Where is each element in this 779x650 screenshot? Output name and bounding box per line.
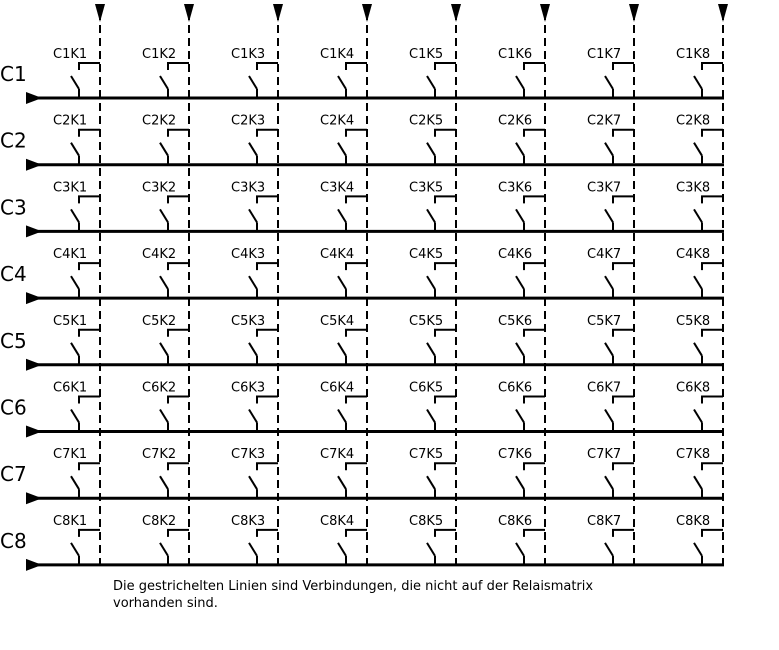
relay-label: C8K7 xyxy=(587,513,622,529)
switch-blade xyxy=(338,143,346,156)
switch-blade xyxy=(249,476,257,489)
relay-label: C1K7 xyxy=(587,47,622,62)
column-arrow-icon xyxy=(184,4,194,22)
row-label: C1 xyxy=(0,62,27,86)
contact-bracket xyxy=(257,63,278,70)
switch-blade xyxy=(427,209,435,222)
contact-bracket xyxy=(435,130,456,137)
switch-blade xyxy=(249,543,257,556)
relay-label: C8K1 xyxy=(53,513,88,529)
switch-blade xyxy=(427,343,435,356)
relay-label: C5K1 xyxy=(53,313,88,329)
contact-bracket xyxy=(79,196,100,203)
relay-label: C8K8 xyxy=(676,513,711,529)
relay-label: C8K6 xyxy=(498,513,533,529)
relay-label: C5K3 xyxy=(231,313,266,329)
contact-bracket xyxy=(702,263,723,270)
relay-label: C4K5 xyxy=(409,247,444,263)
contact-bracket xyxy=(613,63,634,70)
relay-label: C2K8 xyxy=(676,113,711,129)
contact-bracket xyxy=(524,196,545,203)
switch-blade xyxy=(516,143,524,156)
switch-blade xyxy=(694,76,702,89)
relay-label: C2K1 xyxy=(53,113,88,129)
contact-bracket xyxy=(346,330,367,337)
switch-blade xyxy=(71,543,79,556)
relay-label: C4K4 xyxy=(320,247,355,263)
relay-label: C5K5 xyxy=(409,313,444,329)
relay-label: C1K6 xyxy=(498,47,533,62)
contact-bracket xyxy=(613,530,634,537)
contact-bracket xyxy=(168,330,189,337)
relay-label: C6K2 xyxy=(142,380,177,396)
switch-blade xyxy=(427,76,435,89)
relay-label: C8K3 xyxy=(231,513,266,529)
contact-bracket xyxy=(702,330,723,337)
switch-blade xyxy=(694,209,702,222)
switch-blade xyxy=(160,543,168,556)
switch-blade xyxy=(71,76,79,89)
contact-bracket xyxy=(524,63,545,70)
switch-blade xyxy=(249,343,257,356)
switch-blade xyxy=(71,209,79,222)
contact-bracket xyxy=(257,330,278,337)
relay-label: C8K2 xyxy=(142,513,177,529)
switch-blade xyxy=(249,410,257,423)
switch-blade xyxy=(516,209,524,222)
column-arrow-icon xyxy=(95,4,105,22)
switch-blade xyxy=(605,143,613,156)
relay-label: C2K6 xyxy=(498,113,533,129)
contact-bracket xyxy=(168,397,189,404)
relay-label: C3K6 xyxy=(498,180,533,196)
contact-bracket xyxy=(346,263,367,270)
switch-blade xyxy=(694,543,702,556)
row-arrow-icon xyxy=(26,359,42,371)
contact-bracket xyxy=(702,530,723,537)
contact-bracket xyxy=(435,530,456,537)
switch-blade xyxy=(160,143,168,156)
relay-label: C8K4 xyxy=(320,513,355,529)
switch-blade xyxy=(605,476,613,489)
contact-bracket xyxy=(346,463,367,470)
row-label: C4 xyxy=(0,262,27,287)
row-label: C5 xyxy=(0,328,27,353)
relay-label: C1K4 xyxy=(320,47,355,62)
contact-bracket xyxy=(79,330,100,337)
row-label: C2 xyxy=(0,128,27,153)
footnote xyxy=(113,578,673,612)
contact-bracket xyxy=(257,397,278,404)
relay-label: C3K5 xyxy=(409,180,444,196)
contact-bracket xyxy=(435,330,456,337)
contact-bracket xyxy=(346,530,367,537)
relay-label: C3K2 xyxy=(142,180,177,196)
contact-bracket xyxy=(79,530,100,537)
switch-blade xyxy=(427,543,435,556)
switch-blade xyxy=(605,76,613,89)
footnote-line-2: vorhanden sind. xyxy=(113,596,218,611)
switch-blade xyxy=(516,410,524,423)
switch-blade xyxy=(338,476,346,489)
footnote-line-1: Die gestrichelten Linien sind Verbindungen, die nicht auf der Relaismatrix xyxy=(113,579,594,594)
contact-bracket xyxy=(613,130,634,137)
relay-label: C6K5 xyxy=(409,380,444,396)
switch-blade xyxy=(694,276,702,289)
switch-blade xyxy=(160,343,168,356)
contact-bracket xyxy=(524,463,545,470)
switch-blade xyxy=(249,143,257,156)
switch-blade xyxy=(338,209,346,222)
column-arrow-icon xyxy=(273,4,283,22)
switch-blade xyxy=(605,343,613,356)
contact-bracket xyxy=(613,397,634,404)
switch-blade xyxy=(249,76,257,89)
contact-bracket xyxy=(346,63,367,70)
relay-label: C6K3 xyxy=(231,380,266,396)
contact-bracket xyxy=(524,530,545,537)
relay-label: C3K8 xyxy=(676,180,711,196)
contact-bracket xyxy=(435,263,456,270)
relay-label: C7K6 xyxy=(498,447,533,463)
switch-blade xyxy=(516,76,524,89)
relay-label: C2K7 xyxy=(587,113,622,129)
relay-label: C2K5 xyxy=(409,113,444,129)
switch-blade xyxy=(427,476,435,489)
switch-blade xyxy=(338,276,346,289)
contact-bracket xyxy=(524,263,545,270)
switch-blade xyxy=(160,209,168,222)
contact-bracket xyxy=(702,63,723,70)
relay-label: C5K6 xyxy=(498,313,533,329)
relay-label: C6K1 xyxy=(53,380,88,396)
switch-blade xyxy=(249,209,257,222)
column-arrow-icon xyxy=(451,4,461,22)
switch-blade xyxy=(605,209,613,222)
contact-bracket xyxy=(168,63,189,70)
switch-blade xyxy=(160,276,168,289)
switch-blade xyxy=(160,476,168,489)
switch-blade xyxy=(694,343,702,356)
contact-bracket xyxy=(168,463,189,470)
switch-blade xyxy=(516,476,524,489)
switch-blade xyxy=(516,543,524,556)
contact-bracket xyxy=(79,463,100,470)
contact-bracket xyxy=(524,397,545,404)
relay-label: C7K8 xyxy=(676,447,711,463)
switch-blade xyxy=(249,276,257,289)
contact-bracket xyxy=(435,463,456,470)
switch-blade xyxy=(694,476,702,489)
contact-bracket xyxy=(346,196,367,203)
switch-blade xyxy=(160,76,168,89)
relay-label: C7K3 xyxy=(231,447,266,463)
contact-bracket xyxy=(79,397,100,404)
relay-label: C2K4 xyxy=(320,113,355,129)
contact-bracket xyxy=(613,263,634,270)
column-arrow-icon xyxy=(362,4,372,22)
contact-bracket xyxy=(257,263,278,270)
switch-blade xyxy=(71,476,79,489)
relay-label: C4K6 xyxy=(498,247,533,263)
relay-label: C3K7 xyxy=(587,180,622,196)
switch-blade xyxy=(338,343,346,356)
relay-label: C3K1 xyxy=(53,180,88,196)
relay-label: C1K3 xyxy=(231,47,266,62)
row-label: C8 xyxy=(0,528,27,553)
switch-blade xyxy=(605,276,613,289)
contact-bracket xyxy=(346,397,367,404)
switch-blade xyxy=(605,410,613,423)
contact-bracket xyxy=(435,397,456,404)
contact-bracket xyxy=(257,196,278,203)
contact-bracket xyxy=(257,463,278,470)
contact-bracket xyxy=(524,130,545,137)
contact-bracket xyxy=(613,330,634,337)
relay-label: C7K7 xyxy=(587,447,622,463)
switch-blade xyxy=(605,543,613,556)
contact-bracket xyxy=(79,63,100,70)
contact-bracket xyxy=(257,530,278,537)
contact-bracket xyxy=(79,263,100,270)
relay-label: C6K4 xyxy=(320,380,355,396)
relay-label: C4K2 xyxy=(142,247,177,263)
row-arrow-icon xyxy=(26,426,42,438)
relay-label: C4K7 xyxy=(587,247,622,263)
row-label: C6 xyxy=(0,395,27,420)
relay-label: C7K1 xyxy=(53,447,88,463)
row-arrow-icon xyxy=(26,92,42,104)
relay-label: C2K3 xyxy=(231,113,266,129)
relay-label: C7K4 xyxy=(320,447,355,463)
switch-blade xyxy=(71,143,79,156)
contact-bracket xyxy=(613,463,634,470)
contact-bracket xyxy=(435,63,456,70)
relay-label: C7K2 xyxy=(142,447,177,463)
contact-bracket xyxy=(702,463,723,470)
relay-label: C2K2 xyxy=(142,113,177,129)
relay-label: C4K1 xyxy=(53,247,88,263)
contact-bracket xyxy=(613,196,634,203)
contact-bracket xyxy=(168,530,189,537)
relay-label: C1K1 xyxy=(53,47,88,62)
row-arrow-icon xyxy=(26,225,42,237)
relay-label: C5K2 xyxy=(142,313,177,329)
switch-blade xyxy=(71,410,79,423)
relay-label: C5K8 xyxy=(676,313,711,329)
contact-bracket xyxy=(168,130,189,137)
contact-bracket xyxy=(79,130,100,137)
column-arrow-icon xyxy=(629,4,639,22)
switch-blade xyxy=(516,276,524,289)
switch-blade xyxy=(338,76,346,89)
relay-label: C1K8 xyxy=(676,47,711,62)
contact-bracket xyxy=(702,397,723,404)
column-arrow-icon xyxy=(718,4,728,22)
relay-label: C7K5 xyxy=(409,447,444,463)
row-arrow-icon xyxy=(26,492,42,504)
row-label: C7 xyxy=(0,462,27,487)
row-label: C3 xyxy=(0,195,27,220)
relay-label: C6K8 xyxy=(676,380,711,396)
switch-blade xyxy=(694,143,702,156)
contact-bracket xyxy=(168,263,189,270)
contact-bracket xyxy=(702,130,723,137)
switch-blade xyxy=(427,143,435,156)
switch-blade xyxy=(338,410,346,423)
relay-label: C5K4 xyxy=(320,313,355,329)
relay-label: C3K3 xyxy=(231,180,266,196)
contact-bracket xyxy=(524,330,545,337)
contact-bracket xyxy=(435,196,456,203)
relay-label: C3K4 xyxy=(320,180,355,196)
relay-label: C4K8 xyxy=(676,247,711,263)
contact-bracket xyxy=(702,196,723,203)
relay-label: C6K6 xyxy=(498,380,533,396)
switch-blade xyxy=(71,276,79,289)
relay-label: C8K5 xyxy=(409,513,444,529)
switch-blade xyxy=(516,343,524,356)
switch-blade xyxy=(338,543,346,556)
contact-bracket xyxy=(168,196,189,203)
relay-label: C4K3 xyxy=(231,247,266,263)
switch-blade xyxy=(160,410,168,423)
switch-blade xyxy=(694,410,702,423)
relay-label: C1K2 xyxy=(142,47,177,62)
column-arrow-icon xyxy=(540,4,550,22)
row-arrow-icon xyxy=(26,559,42,571)
contact-bracket xyxy=(346,130,367,137)
switch-blade xyxy=(427,276,435,289)
relay-label: C6K7 xyxy=(587,380,622,396)
switch-blade xyxy=(427,410,435,423)
switch-blade xyxy=(71,343,79,356)
row-arrow-icon xyxy=(26,292,42,304)
contact-bracket xyxy=(257,130,278,137)
relay-label: C1K5 xyxy=(409,47,444,62)
relay-label: C5K7 xyxy=(587,313,622,329)
row-arrow-icon xyxy=(26,159,42,171)
